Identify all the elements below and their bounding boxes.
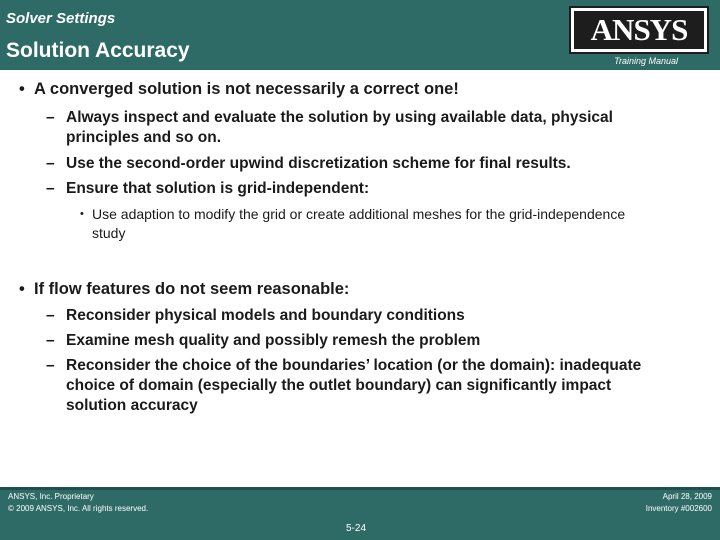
ansys-logo	[569, 6, 709, 54]
list-item-text: Examine mesh quality and possibly remesh the problem	[66, 332, 481, 349]
dash: –	[46, 155, 55, 172]
training-manual-label: Training Manual	[614, 56, 678, 66]
list-item	[46, 179, 666, 199]
footer-bar	[0, 487, 720, 540]
dash: –	[46, 109, 55, 126]
list-item-text: Ensure that solution is grid-independent:	[66, 180, 370, 197]
copyright-label: © 2009 ANSYS, Inc. All rights reserved.	[8, 504, 149, 513]
page-title: Solution Accuracy	[6, 39, 190, 62]
dash: –	[46, 180, 55, 197]
list-item-text: Reconsider the choice of the boundaries’ location (or the domain): inadequate choice of domain (especially the outlet boundary) can significantly impact solution accuracy	[66, 357, 642, 414]
dash: –	[46, 357, 55, 374]
list-item-text: Use the second-order upwind discretization scheme for final results.	[66, 155, 571, 172]
list-item	[46, 154, 666, 174]
list-item-text: Always inspect and evaluate the solution by using available data, physical principles and so on.	[66, 109, 613, 146]
list-item	[46, 331, 666, 351]
topic-label: Solver Settings	[6, 10, 116, 27]
list-item	[46, 108, 666, 148]
bullet: •	[19, 280, 25, 298]
list-item	[46, 306, 666, 326]
page-number: 5-24	[346, 523, 367, 534]
section-heading-text: If flow features do not seem reasonable:	[34, 280, 350, 298]
footer-rule	[0, 487, 720, 490]
ansys-logo-text: ANSYS	[574, 11, 704, 49]
bullet: •	[80, 208, 84, 220]
dash: –	[46, 307, 55, 324]
date-label: April 28, 2009	[662, 492, 712, 501]
list-item	[46, 356, 666, 416]
list-item-text: Reconsider physical models and boundary conditions	[66, 307, 465, 324]
header-bar	[0, 0, 720, 70]
date-block	[646, 491, 712, 515]
sub-list-item-text: Use adaption to modify the grid or create additional meshes for the grid-independence study	[92, 206, 626, 241]
dash: –	[46, 332, 55, 349]
proprietary-label: ANSYS, Inc. Proprietary	[8, 492, 94, 501]
inventory-label: Inventory #002600	[645, 504, 712, 513]
section-heading-text: A converged solution is not necessarily a correct one!	[34, 80, 459, 98]
bullet: •	[19, 80, 25, 98]
copyright-block	[8, 491, 148, 515]
sub-list-item	[80, 205, 660, 243]
